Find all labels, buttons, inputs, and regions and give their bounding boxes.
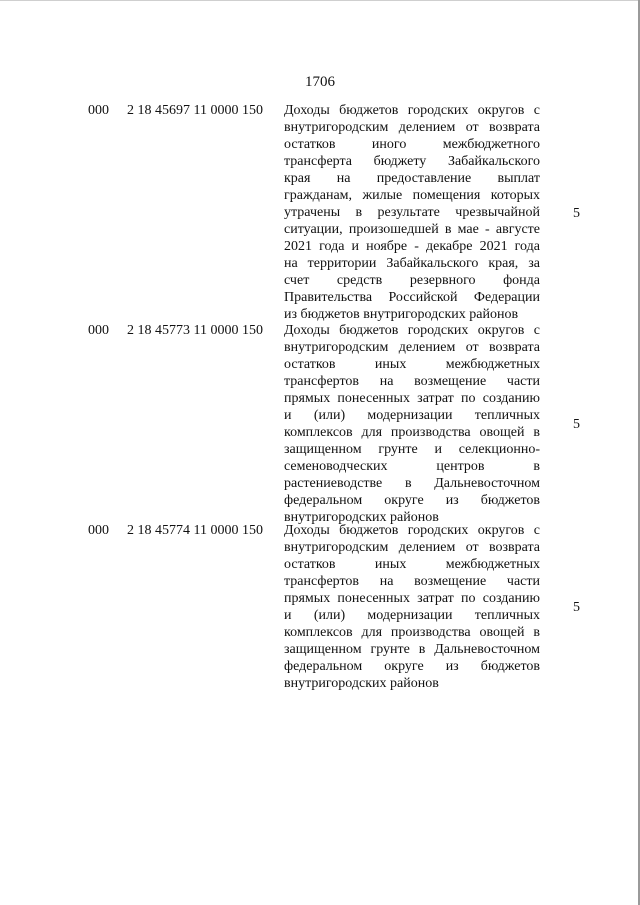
kbk-code-cell: 2 18 45697 11 0000 150 [127,103,263,118]
revenue-name-line: гражданам, жилые помещения которых [284,188,540,203]
revenue-name-cell [284,522,540,692]
admin-code-cell: 000 [88,323,109,338]
revenue-name-line: трансфертов на возмещение части [284,574,540,589]
revenue-name-line: трансферта бюджету Забайкальского [284,154,540,169]
table-row [0,322,640,526]
revenue-name-cell [284,102,540,323]
page-top-edge [0,0,640,1]
page-number: 1706 [305,74,335,90]
revenue-name-line: трансфертов на возмещение части [284,374,540,389]
revenue-name-line: внутригородских районов [284,676,439,691]
revenue-name-line: и (или) модернизации тепличных [284,408,540,423]
admin-code-cell: 000 [88,103,109,118]
revenue-name-line: прямых понесенных затрат по созданию [284,591,540,606]
revenue-name-line: на территории Забайкальского края, за [284,256,540,271]
revenue-name-line: утрачены в результате чрезвычайной [284,205,540,220]
revenue-name-line: счет средств резервного фонда [284,273,540,288]
kbk-code-cell: 2 18 45773 11 0000 150 [127,323,263,338]
revenue-name-line: остатков иного межбюджетного [284,137,540,152]
revenue-name-line: защищенном грунте и селекционно- [284,442,540,457]
norm-value-cell: 5 [573,600,580,615]
revenue-name-line: федеральном округе из бюджетов [284,659,540,674]
revenue-name-line: семеноводческих центров в [284,459,540,474]
revenue-name-line: 2021 года и ноябре - декабре 2021 года [284,239,540,254]
table-row [0,522,640,692]
norm-value-cell: 5 [573,417,580,432]
norm-value-cell: 5 [573,206,580,221]
revenue-name-line: внутригородским делением от возврата [284,120,540,135]
revenue-name-line: внутригородским делением от возврата [284,540,540,555]
revenue-name-line: Доходы бюджетов городских округов с [284,103,540,118]
revenue-name-cell [284,322,540,526]
revenue-name-line: внутригородским делением от возврата [284,340,540,355]
admin-code-cell: 000 [88,523,109,538]
revenue-name-line: Правительства Российской Федерации [284,290,540,305]
revenue-name-line: Доходы бюджетов городских округов с [284,323,540,338]
revenue-name-line: из бюджетов внутригородских районов [284,307,519,322]
revenue-name-line: прямых понесенных затрат по созданию [284,391,540,406]
revenue-name-line: комплексов для производства овощей в [284,425,540,440]
revenue-name-line: защищенном грунте в Дальневосточном [284,642,540,657]
kbk-code-cell: 2 18 45774 11 0000 150 [127,523,263,538]
revenue-name-line: внутригородских районов [284,510,439,525]
revenue-name-line: комплексов для производства овощей в [284,625,540,640]
table-row [0,102,640,323]
revenue-name-line: остатков иных межбюджетных [284,357,540,372]
revenue-name-line: ситуации, произошедшей в мае - августе [284,222,540,237]
revenue-name-line: Доходы бюджетов городских округов с [284,523,540,538]
revenue-name-line: федеральном округе из бюджетов [284,493,540,508]
revenue-name-line: растениеводстве в Дальневосточном [284,476,540,491]
revenue-name-line: края на предоставление выплат [284,171,540,186]
revenue-name-line: и (или) модернизации тепличных [284,608,540,623]
revenue-name-line: остатков иных межбюджетных [284,557,540,572]
